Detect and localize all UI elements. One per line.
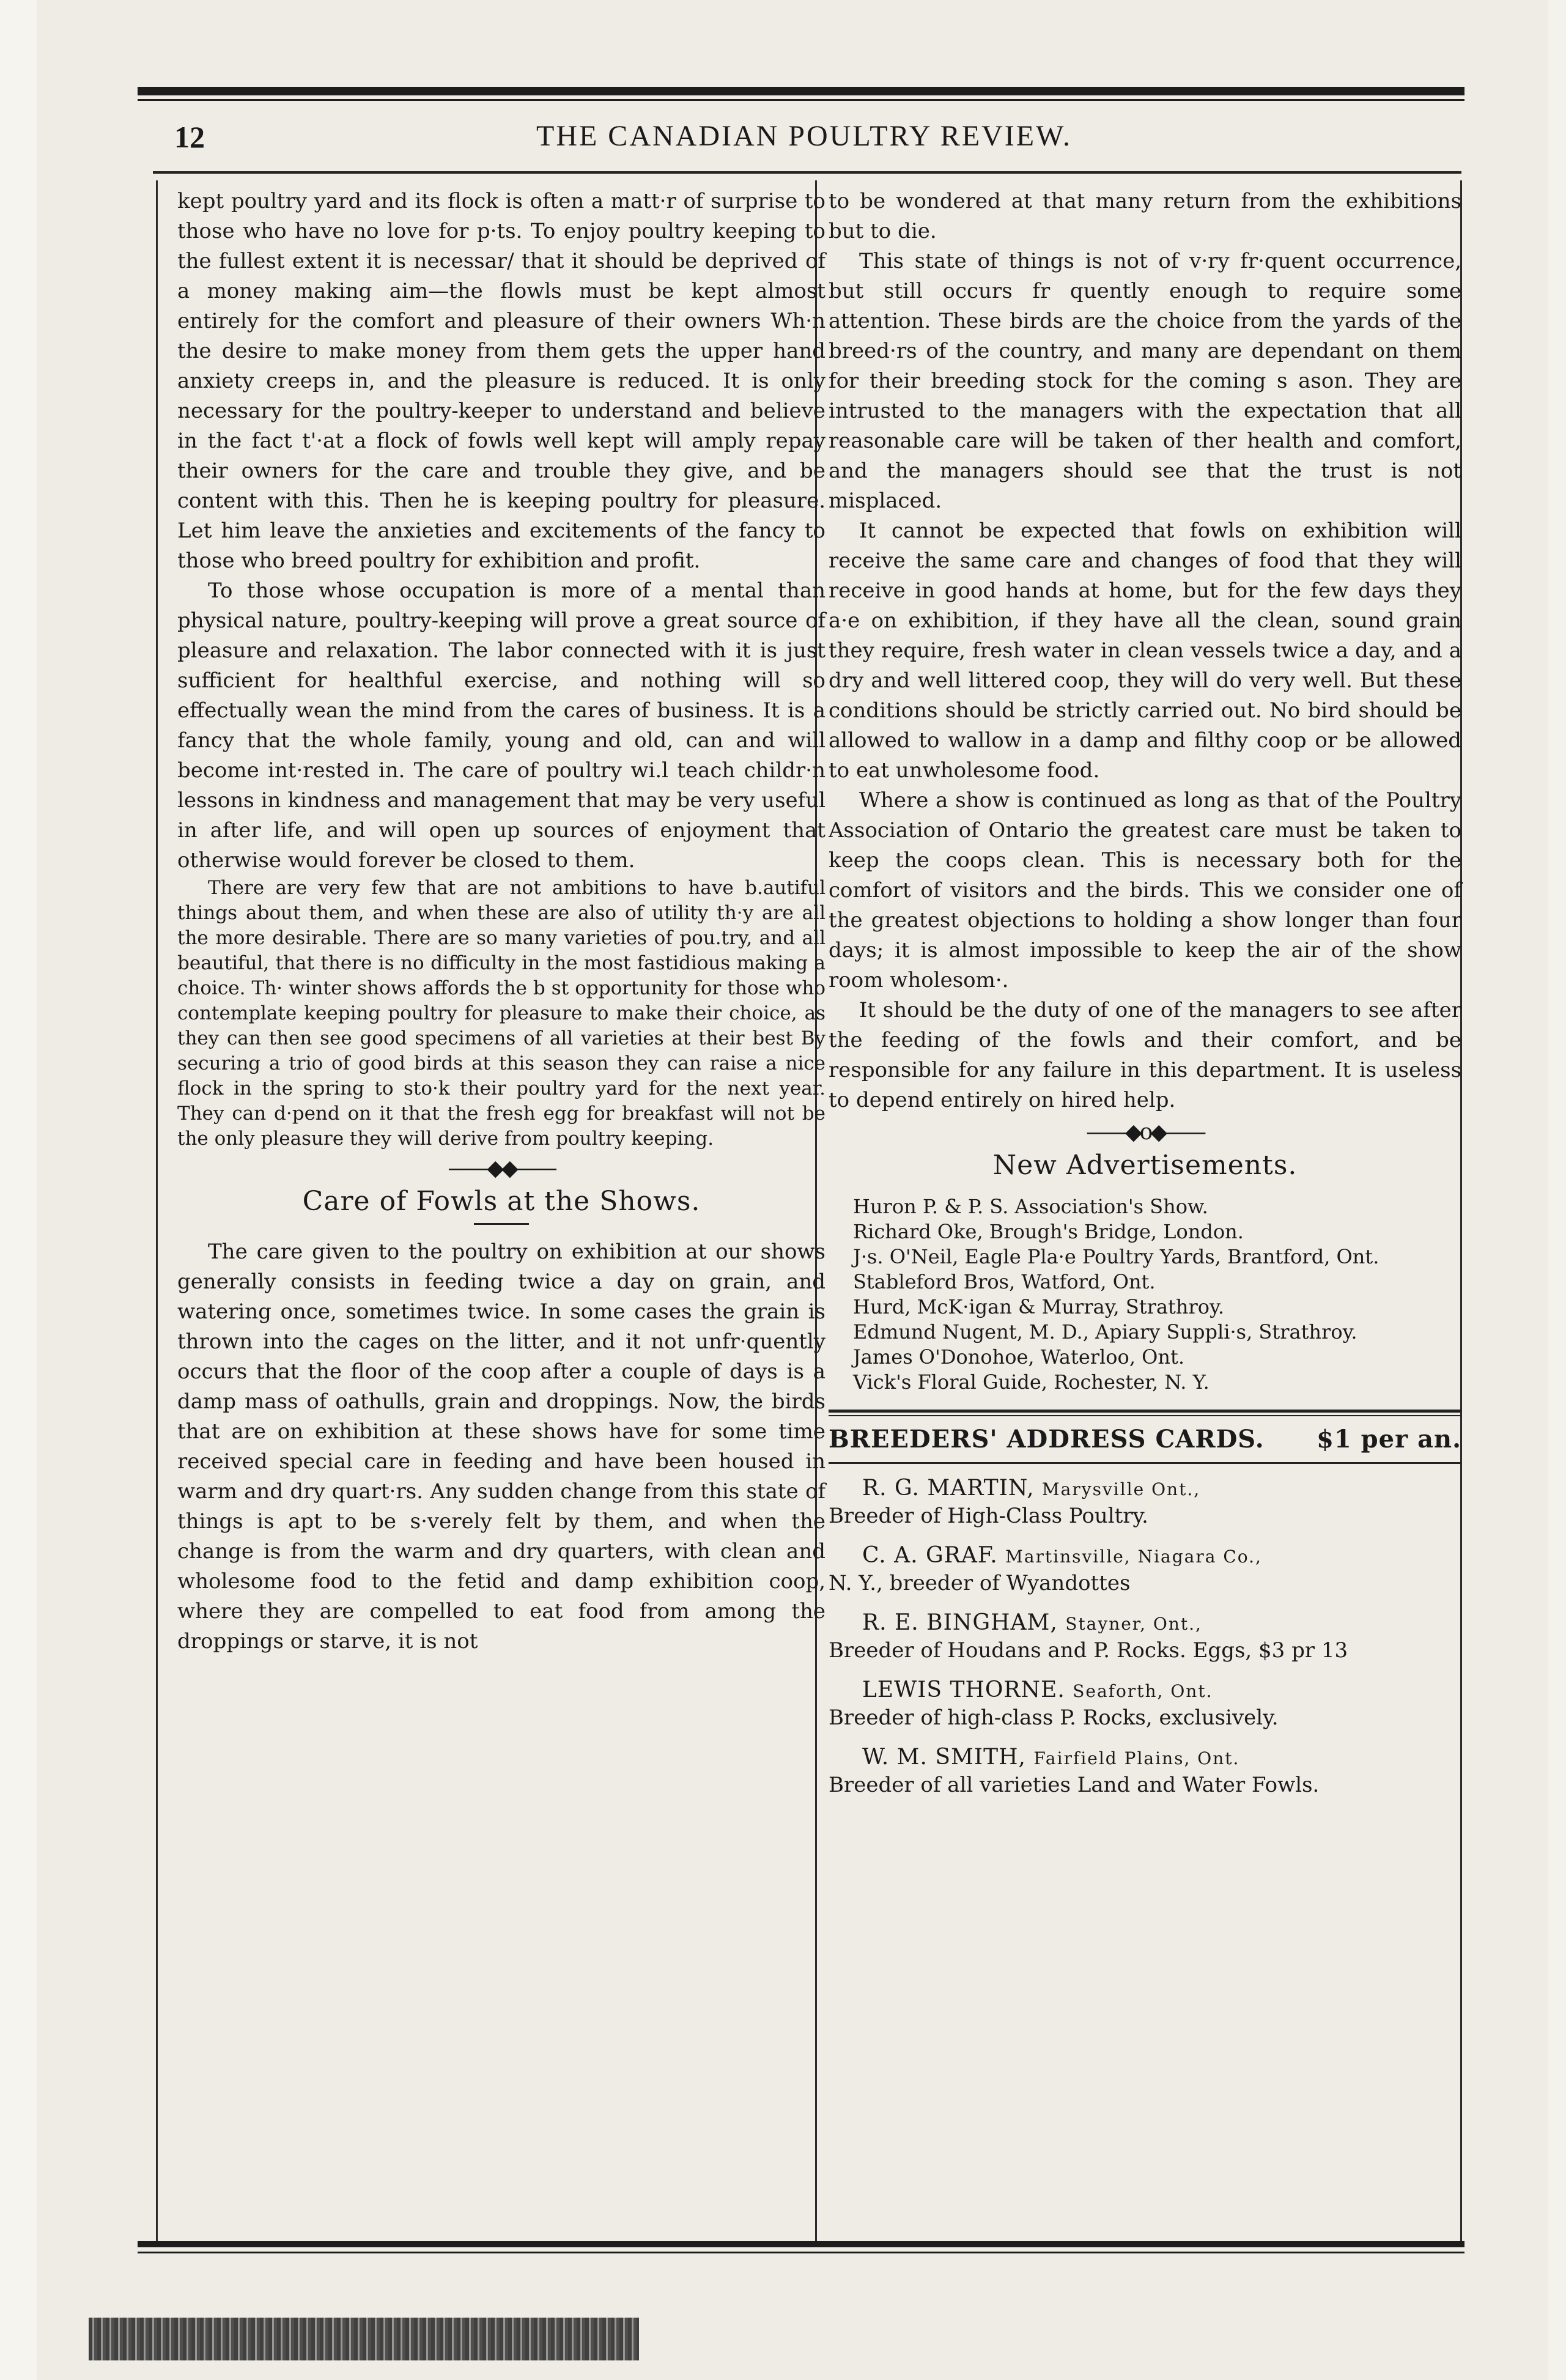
ornament-divider: ——◆o◆—— bbox=[1085, 1120, 1205, 1145]
list-item: Edmund Nugent, M. D., Apiary Suppli·s, Strathroy. bbox=[853, 1320, 1357, 1343]
breeder-place: Marysville Ont., bbox=[1042, 1479, 1201, 1499]
breeder-description: Breeder of High-Class Poultry. bbox=[829, 1504, 1148, 1528]
scan-margin-right bbox=[1548, 0, 1566, 2380]
column-border-left bbox=[156, 180, 158, 2241]
breeder-description: N. Y., breeder of Wyandottes bbox=[829, 1571, 1131, 1595]
bottom-rule bbox=[138, 2241, 1464, 2247]
paragraph: The care given to the poultry on exhibition at our shows generally consists in feeding twice a day on grain, and watering once, sometimes twice. In some cases the grain is thrown into the cages on the litter, and it not unfr·quently occurs that the floor of the coop after a couple of days is a damp mass of oathulls, grain and droppings. Now, the birds that are on exhibition at these shows have for some time received special care in feeding and have been housed in warm and dry quart·rs. Any sudden change from this state of things is apt to be s·verely felt by them, and when the change is from the warm and dry quarters, with clean and wholesome food to the fetid and damp exhibition coop, where they are compelled to eat food from among the droppings or starve, it is not bbox=[177, 1240, 825, 1654]
scan-margin-left bbox=[0, 0, 37, 2380]
scan-smudge bbox=[89, 2318, 639, 2360]
paragraph: To those whose occupation is more of a mental than physical nature, poultry-keeping will prove a great source of pleasure and relaxation. The labor connected with it is just sufficient for healthful exercise, and nothing will so effectually wean the mind from the cares of business. It is a fancy that the whole family, young and old, can and will become int·rested in. The care of poultry wi.l teach childr·n lessons in kindness and management that may be very useful in after life, and will open up sources of enjoyment that otherwise would forever be closed to them. bbox=[177, 578, 825, 873]
breeder-name: R. G. MARTIN, bbox=[862, 1476, 1035, 1501]
running-title: THE CANADIAN POULTRY REVIEW. bbox=[536, 120, 1072, 152]
breeder-card bbox=[829, 1475, 1461, 1529]
list-item: Vick's Floral Guide, Rochester, N. Y. bbox=[853, 1370, 1210, 1394]
list-item: Hurd, McK·igan & Murray, Strathroy. bbox=[853, 1295, 1225, 1318]
paragraph: This state of things is not of v·ry fr·quent occurrence, but still occurs fr quently enough to require some attention. These birds are the choice from the yards of the breed·rs of the country, and many are dependant on them for their breeding stock for the coming s ason. They are intrusted to the managers with the expectation that all reasonable care will be taken of ther health and comfort, and the managers should see that the trust is not misplaced. bbox=[829, 249, 1461, 513]
breeder-card bbox=[829, 1744, 1461, 1798]
paragraph: to be wondered at that many return from the exhibitions but to die. bbox=[829, 189, 1461, 243]
breeder-card bbox=[829, 1609, 1461, 1663]
paragraph: It cannot be expected that fowls on exhibition will receive the same care and changes of food that they will receive in good hands at home, but for the few days they a·e on exhibition, if they have all the clean, sound grain they require, fresh water in clean vessels twice a day, and a dry and well littered coop, they will do very well. But these conditions should be strictly carried out. No bird should be allowed to wallow in a damp and filthy coop or be allowed to eat unwholesome food. bbox=[829, 519, 1461, 783]
breeder-name: C. A. GRAF. bbox=[862, 1543, 998, 1568]
breeders-header bbox=[829, 1425, 1461, 1454]
page-header bbox=[153, 119, 1455, 162]
bottom-rule-thin bbox=[138, 2252, 1464, 2253]
breeders-rule-bottom bbox=[829, 1462, 1461, 1464]
breeder-place: Stayner, Ont., bbox=[1065, 1614, 1202, 1634]
breeders-price: $1 per an. bbox=[1317, 1425, 1461, 1454]
breeder-card bbox=[829, 1542, 1461, 1596]
list-item: J·s. O'Neil, Eagle Pla·e Poultry Yards, Brantford, Ont. bbox=[853, 1245, 1379, 1268]
breeder-name: LEWIS THORNE. bbox=[862, 1677, 1065, 1702]
section-title: Care of Fowls at the Shows. bbox=[302, 1186, 701, 1217]
breeder-place: Seaforth, Ont. bbox=[1073, 1681, 1213, 1701]
list-item: Huron P. & P. S. Association's Show. bbox=[853, 1195, 1208, 1218]
paragraph: There are very few that are not ambitions to have b.autiful things about them, and when these are also of utility th·y are all the more desirable. There are so many varieties of pou.try, and all beautiful, that there is no difficulty in the most fastidious making a choice. Th· winter shows affords the b st opportunity for those who contemplate keeping poultry for pleasure to make their choice, as they can then see good specimens of all varieties at their best By securing a trio of good birds at this season they can raise a nice flock in the spring to sto·k their poultry yard for the next year. They can d·pend on it that the fresh egg for breakfast will not be the only pleasure they will derive from poultry keeping. bbox=[177, 877, 825, 1150]
short-rule bbox=[474, 1223, 529, 1225]
top-rule bbox=[138, 87, 1464, 95]
new-advertisements-title: New Advertisements. bbox=[992, 1150, 1298, 1181]
breeder-name: R. E. BINGHAM, bbox=[862, 1610, 1058, 1635]
breeder-place: Martinsville, Niagara Co., bbox=[1005, 1547, 1262, 1567]
left-column bbox=[177, 187, 825, 1657]
breeder-card bbox=[829, 1677, 1461, 1731]
ornament-divider: ——◆◆—— bbox=[448, 1156, 555, 1181]
breeder-description: Breeder of Houdans and P. Rocks. Eggs, $3 pr 13 bbox=[829, 1638, 1348, 1663]
breeder-description: Breeder of high-class P. Rocks, exclusively. bbox=[829, 1706, 1279, 1730]
breeders-rule-thin bbox=[829, 1415, 1461, 1416]
breeders-rule bbox=[829, 1410, 1461, 1413]
paragraph: kept poultry yard and its flock is often a matt·r of surprise to those who have no love for p·ts. To enjoy poultry keeping to the fullest extent it is necessar/ that it should be deprived of a money making aim—the flowls must be kept almost entirely for the comfort and pleasure of their owners Wh·n the desire to make money from them gets the upper hand anxiety creeps in, and the pleasure is reduced. It is only necessary for the poultry-keeper to understand and believe in the fact t'·at a flock of fowls well kept will amply repay their owners for the care and trouble they give, and be content with this. Then he is keeping poultry for pleasure. Let him leave the anxieties and excitements of the fancy to those who breed poultry for exhibition and profit. bbox=[177, 189, 825, 573]
page-number: 12 bbox=[174, 120, 205, 154]
right-column bbox=[829, 187, 1461, 1811]
list-item: James O'Donohoe, Waterloo, Ont. bbox=[853, 1345, 1185, 1369]
paragraph: Where a show is continued as long as that of the Poultry Association of Ontario the greatest care must be taken to keep the coops clean. This is necessary both for the comfort of visitors and the birds. This we consider one of the greatest objections to holding a show longer than four days; it is almost impossible to keep the air of the show room wholesom·. bbox=[829, 788, 1461, 992]
header-rule bbox=[153, 171, 1461, 174]
breeder-place: Fairfield Plains, Ont. bbox=[1033, 1748, 1240, 1768]
top-rule-thin bbox=[138, 99, 1464, 101]
list-item: Stableford Bros, Watford, Ont. bbox=[853, 1270, 1156, 1293]
breeder-name: W. M. SMITH, bbox=[862, 1745, 1026, 1770]
advertisement-list bbox=[829, 1194, 1461, 1395]
list-item: Richard Oke, Brough's Bridge, London. bbox=[853, 1220, 1244, 1243]
breeders-title: BREEDERS' ADDRESS CARDS. bbox=[829, 1425, 1265, 1454]
breeder-description: Breeder of all varieties Land and Water Fowls. bbox=[829, 1773, 1320, 1797]
paragraph: It should be the duty of one of the managers to see after the feeding of the fowls and their comfort, and be responsible for any failure in this department. It is useless to depend entirely on hired help. bbox=[829, 998, 1461, 1112]
